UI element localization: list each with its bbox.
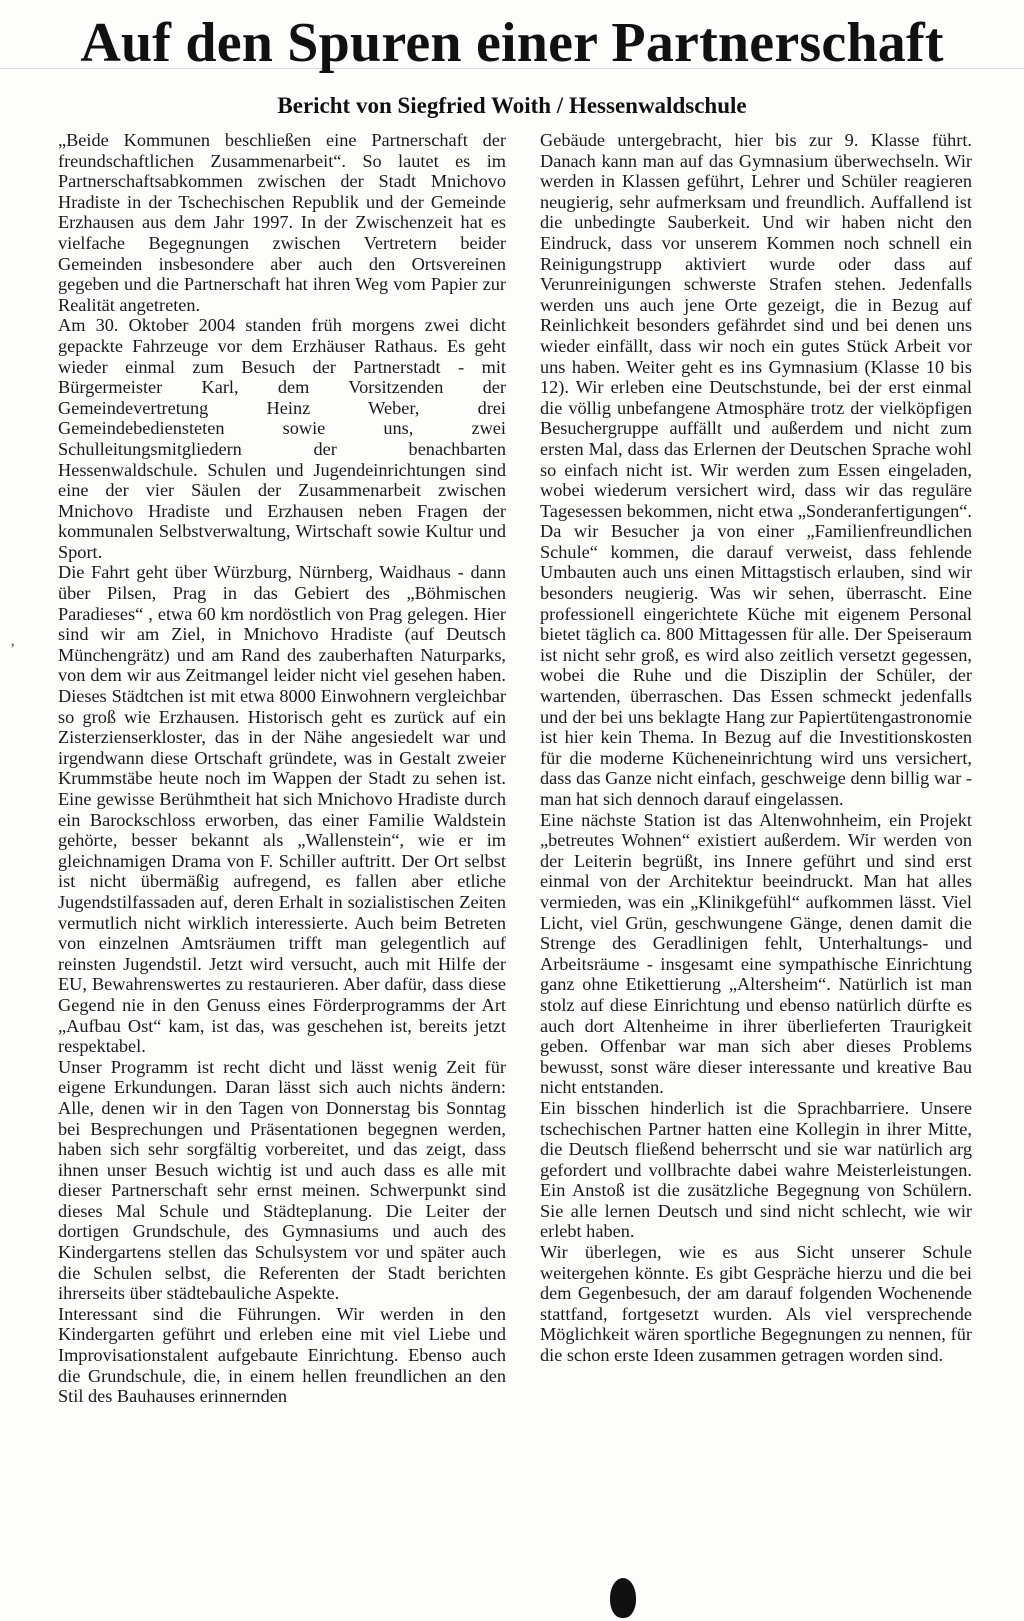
paragraph: Gebäude untergebracht, hier bis zur 9. Klasse führt. Danach kann man auf das Gymnasium überwechseln. Wir werden in Klassen geführt, Lehrer und Schüler reagieren neugierig, sehr aufmerksam und freundlich. Auffallend ist die unbedingte Sauberkeit. Und wir haben nicht den Eindruck, dass vor unserem Kommen noch schnell ein Reinigungstrupp aktiviert wurde oder dass auf Verunreinigungen schwerste Strafen stehen. Jedenfalls werden uns auch jene Orte gezeigt, die in Bezug auf Reinlichkeit besonders gefährdet sind und bei denen uns wieder einfällt, dass wir noch ein gutes Stück Arbeit vor uns haben. Weiter geht es ins Gymnasium (Klasse 10 bis 12). Wir erleben eine Deutschstunde, bei der erst einmal die völlig unbefangene Atmosphäre trotz der vielköpfigen Besuchergruppe auffällt und außerdem und nicht zum ersten Mal, dass das Erlernen der Deutschen Sprache wohl so einfach nicht ist. Wir werden zum Essen eingeladen, wobei wiederum versichert wird, dass wir das reguläre Tagesessen bekommen, nicht etwa „Sonderanfertigungen“. Da wir Besucher ja von einer „Familienfreundlichen Schule“ kommen, die darauf verweist, dass fehlende Umbauten auch uns einen Mittagstisch erlauben, sind wir besonders neugierig. Was wir sehen, überrascht. Eine professionell eingerichtete Küche mit eigenem Personal bietet täglich ca. 800 Mittagessen für alle. Der Speiseraum ist nicht sehr groß, es wird also zeitlich versetzt gegessen, wobei die Ruhe und die Disziplin der Schüler, der wartenden, überraschen. Das Essen schmeckt jedenfalls und der bei uns beklagte Hang zur Papiertütengastronomie ist hier kein Thema. In Bezug auf die Investitionskosten für die moderne Kücheneinrichtung wird uns versichert, dass das Ganze nicht einfach, geschweige denn billig war - man hat sich dennoch darauf eingelassen. [540, 130, 972, 809]
article-byline: Bericht von Siegfried Woith / Hessenwaldschule [277, 93, 747, 118]
paragraph: Ein bisschen hinderlich ist die Sprachbarriere. Unsere tschechischen Partner hatten eine Kollegin in ihrer Mitte, die Deutsch fließend beherrscht und sie war natürlich arg gefordert und vollbrachte dabei wahre Meisterleistungen. Ein Anstoß ist die zusätzliche Begegnung von Schülern. Sie alle lernen Deutsch und sind nicht schlecht, wie wir erlebt haben. [540, 1097, 972, 1242]
article-headline: Auf den Spuren einer Partnerschaft [80, 12, 944, 74]
left-text-column [58, 130, 506, 1407]
paragraph: Interessant sind die Führungen. Wir werden in den Kindergarten geführt und erleben eine mit viel Liebe und Improvisationstalent aufgebaute Einrichtung. Ebenso auch die Grundschule, die, in einem hellen freundlichen an den Stil des Bauhauses erinnernden [58, 1303, 506, 1407]
margin-mark: ’ [10, 641, 16, 658]
paragraph: Eine nächste Station ist das Altenwohnheim, ein Projekt „betreutes Wohnen“ existiert außerdem. Wir werden von der Leiterin begrüßt, ins Innere geführt und sind erst einmal von der Architektur beeindruckt. Man hat alles vermieden, was ein „Klinikgefühl“ aufkommen lässt. Viel Licht, viel Grün, geschwungene Gänge, denen damit die Strenge des Geradlinigen fehlt, Unterhaltungs- und Arbeitsräume - insgesamt eine sympathische Einrichtung ganz ohne Etikettierung „Altersheim“. Natürlich ist man stolz auf diese Einrichtung und ebenso natürlich dürfte es auch dort Altenheime in ihrer überlieferten Traurigkeit geben. Offenbar war man sich aber dieses Problems bewusst, sonst wäre dieser interessante und kreative Bau nicht entstanden. [540, 809, 972, 1098]
paragraph: Die Fahrt geht über Würzburg, Nürnberg, Waidhaus - dann über Pilsen, Prag in das Gebiert des „Böhmischen Paradieses“ , etwa 60 km nordöstlich von Prag gelegen. Hier sind wir am Ziel, in Mnichovo Hradiste (auf Deutsch Münchengrätz) und am Rand des zauberhaften Naturparks, von dem wir aus Zeitmangel leider nicht viel gesehen haben. Dieses Städtchen ist mit etwa 8000 Einwohnern vergleichbar so groß wie Erzhausen. Historisch geht es zurück auf ein Zisterzienserkloster, das in der Nähe angesiedelt war und irgendwann diese Ortschaft gründete, was in Gestalt zweier Krummstäbe heute noch im Wappen der Stadt zu sehen ist. Eine gewisse Berühmtheit hat sich Mnichovo Hradiste durch ein Barockschloss erworben, das einer Familie Waldstein gehörte, besser bekannt als „Wallenstein“, wie er im gleichnamigen Drama von F. Schiller auftritt. Der Ort selbst ist nicht übermäßig aufregend, es fallen aber etliche Jugendstilfassaden auf, deren Erhalt in sozialistischen Zeiten vermutlich nicht wirklich interessierte. Auch beim Betreten von einzelnen Amtsräumen trifft man gelegentlich auf reinsten Jugendstil. Jetzt wird versucht, auch mit Hilfe der EU, Bewahrenswertes zu restaurieren. Aber dafür, dass diese Gegend nie in den Genuss eines Förderprogramms der Art „Aufbau Ost“ kam, ist das, was geschehen ist, bereits jetzt respektabel. [58, 562, 506, 1057]
ink-blot-mark [610, 1578, 636, 1618]
paragraph: Wir überlegen, wie es aus Sicht unserer Schule weitergehen könnte. Es gibt Gespräche hierzu und die bei dem Gegenbesuch, der am darauf folgenden Wochenende stattfand, fortgesetzt wurden. Als viel versprechende Möglichkeit wären sportliche Begegnungen zu nennen, für die schon erste Ideen zusammen getragen worden sind. [540, 1242, 972, 1366]
paragraph: „Beide Kommunen beschließen eine Partnerschaft der freundschaftlichen Zusammenarbeit“. So lautet es im Partnerschaftsabkommen zwischen der Stadt Mnichovo Hradiste in der Tschechischen Republik und der Gemeinde Erzhausen aus dem Jahr 1997. In der Zwischenzeit hat es vielfache Begegnungen zwischen Vertretern beider Gemeinden insbesondere aber auch den Ortsvereinen gegeben und die Partnerschaft hat ihren Weg vom Papier zur Realität angetreten. [58, 130, 506, 315]
paragraph: Unser Programm ist recht dicht und lässt wenig Zeit für eigene Erkundungen. Daran lässt sich auch nichts ändern: Alle, denen wir in den Tagen von Donnerstag bis Sonntag bei Besprechungen und Präsentationen begegnen werden, haben sich sehr sorgfältig vorbereitet, und das zeigt, dass ihnen unser Besuch wichtig ist und auch dass es alle mit dieser Partnerschaft sehr ernst meinen. Schwerpunkt sind dieses Mal Schule und Städteplanung. Die Leiter der dortigen Grundschule, des Gymnasiums und auch des Kindergartens stellen das Schulsystem vor und später auch die Schulen selbst, die Referenten der Stadt berichten ihrerseits über städtebauliche Aspekte. [58, 1056, 506, 1304]
paragraph: Am 30. Oktober 2004 standen früh morgens zwei dicht gepackte Fahrzeuge vor dem Erzhäuser Rathaus. Es geht wieder einmal zum Besuch der Partnerstadt - mit Bürgermeister Karl, dem Vorsitzenden der Gemeindevertretung Heinz Weber, drei Gemeindebediensteten sowie uns, zwei Schulleitungsmitgliedern der benachbarten Hessenwaldschule. Schulen und Jugendeinrichtungen sind eine der vier Säulen der Zusammenarbeit zwischen Mnichovo Hradiste und Erzhausen neben Fragen der kommunalen Selbstverwaltung, Wirtschaft sowie Kultur und Sport. [58, 315, 506, 562]
right-text-column [540, 130, 972, 1366]
